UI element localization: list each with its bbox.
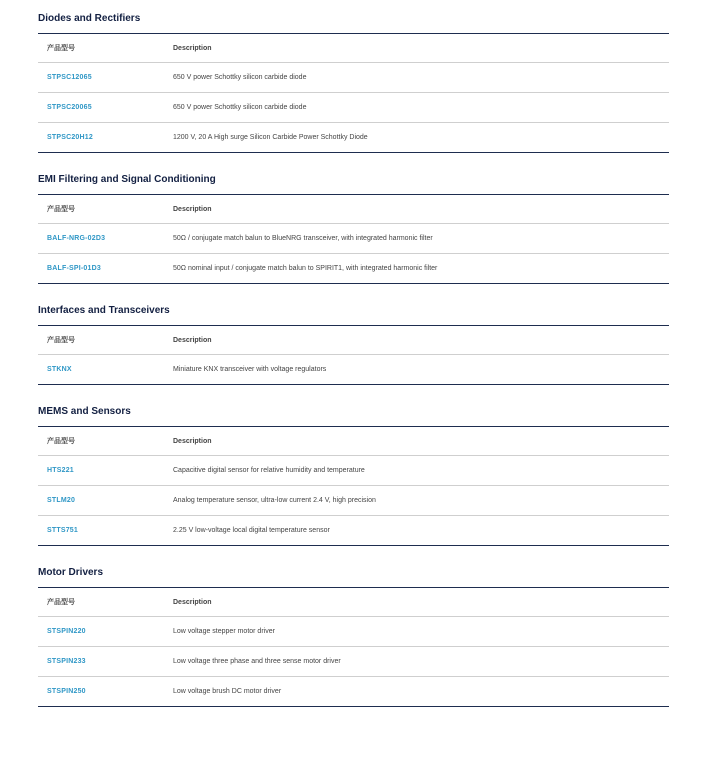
column-header-description: Description [164, 34, 669, 63]
part-number-link[interactable]: STSPIN220 [47, 628, 86, 635]
product-table [38, 587, 669, 707]
section-title: Motor Drivers [38, 567, 104, 578]
table-header-row [38, 34, 669, 63]
column-header-description: Description [164, 326, 669, 355]
table-row [38, 254, 669, 284]
section-emi-filtering [38, 173, 669, 284]
column-header-part: 产品型号 [38, 34, 164, 63]
column-header-description: Description [164, 588, 669, 617]
table-header-row [38, 195, 669, 224]
table-row [38, 93, 669, 123]
section-interfaces-transceivers [38, 304, 669, 385]
part-description: 50Ω / conjugate match balun to BlueNRG transceiver, with integrated harmonic filter [164, 224, 669, 254]
part-number-link[interactable]: HTS221 [47, 467, 74, 474]
section-title: Diodes and Rectifiers [38, 13, 141, 24]
table-row [38, 123, 669, 153]
table-row [38, 677, 669, 707]
part-description: Capacitive digital sensor for relative humidity and temperature [164, 456, 669, 486]
section-mems-sensors [38, 405, 669, 546]
part-description: 50Ω nominal input / conjugate match balun to SPIRIT1, with integrated harmonic filter [173, 265, 438, 272]
column-header-part: 产品型号 [38, 326, 164, 355]
column-header-part: 产品型号 [38, 588, 164, 617]
part-number-link[interactable]: BALF-SPI-01D3 [47, 265, 101, 272]
part-number-link[interactable]: STPSC12065 [47, 74, 92, 81]
part-description: Analog temperature sensor, ultra-low current 2.4 V, high precision [164, 486, 669, 516]
part-number-link[interactable]: STSPIN250 [47, 688, 86, 695]
section-title: EMI Filtering and Signal Conditioning [38, 174, 216, 185]
table-header-row [38, 326, 669, 355]
part-number-link[interactable]: STLM20 [47, 497, 76, 504]
product-table [38, 194, 669, 284]
part-description: 2.25 V low-voltage local digital temperature sensor [173, 527, 330, 534]
part-number-link[interactable]: STSPIN233 [47, 658, 86, 665]
table-row [38, 63, 669, 93]
table-row [38, 516, 669, 546]
product-table [38, 426, 669, 546]
product-table [38, 325, 669, 385]
part-number-link[interactable]: STTS751 [47, 527, 78, 534]
section-title: Interfaces and Transceivers [38, 305, 170, 316]
column-header-part: 产品型号 [38, 195, 164, 224]
part-description: 1200 V, 20 A High surge Silicon Carbide Power Schottky Diode [173, 134, 368, 141]
part-description: Low voltage brush DC motor driver [173, 688, 282, 695]
part-number-link[interactable]: STPSC20H12 [47, 134, 93, 141]
table-row [38, 456, 669, 486]
column-header-part: 产品型号 [38, 427, 164, 456]
table-header-row [38, 588, 669, 617]
section-motor-drivers [38, 566, 669, 707]
part-description: 650 V power Schottky silicon carbide diode [164, 93, 669, 123]
table-row [38, 355, 669, 385]
table-row [38, 486, 669, 516]
table-row [38, 647, 669, 677]
part-description: Low voltage stepper motor driver [164, 617, 669, 647]
table-row [38, 617, 669, 647]
section-diodes-rectifiers [38, 12, 669, 153]
part-description: 650 V power Schottky silicon carbide diode [164, 63, 669, 93]
table-row [38, 224, 669, 254]
column-header-description: Description [164, 427, 669, 456]
part-number-link[interactable]: STKNX [47, 366, 72, 373]
part-number-link[interactable]: STPSC20065 [47, 104, 92, 111]
table-header-row [38, 427, 669, 456]
product-table [38, 33, 669, 153]
part-description: Low voltage three phase and three sense motor driver [164, 647, 669, 677]
column-header-description: Description [164, 195, 669, 224]
part-number-link[interactable]: BALF-NRG-02D3 [47, 235, 106, 242]
part-description: Miniature KNX transceiver with voltage regulators [173, 366, 327, 373]
section-title: MEMS and Sensors [38, 406, 131, 417]
